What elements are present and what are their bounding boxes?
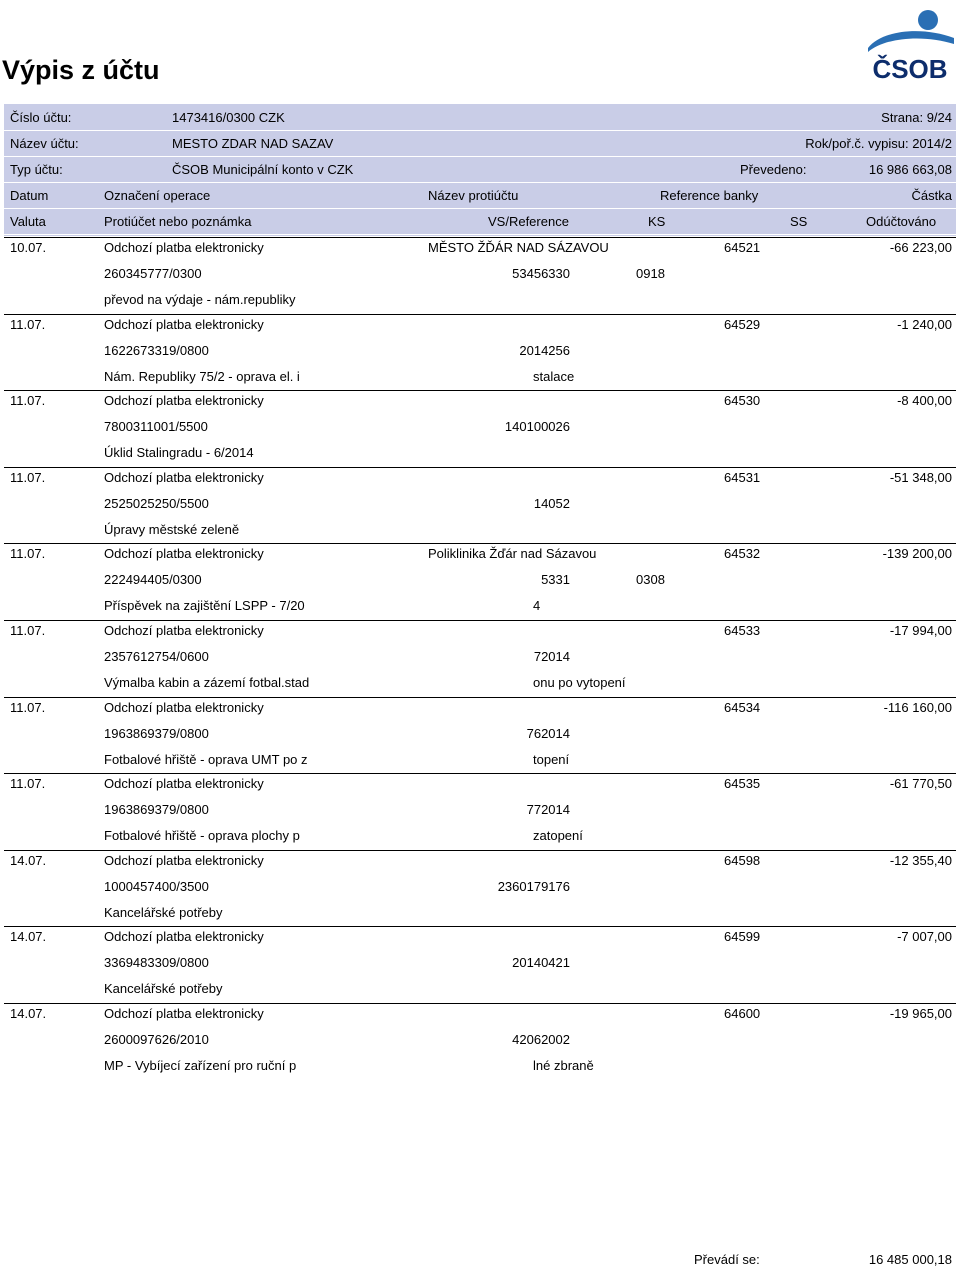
tx-date: 11.07.	[10, 623, 46, 638]
row-divider	[4, 1003, 956, 1004]
row-divider	[4, 390, 956, 391]
tx-note: Kancelářské potřeby	[104, 981, 223, 996]
tx-note-continued: lné zbraně	[533, 1058, 594, 1073]
tx-vs: 5331	[541, 572, 570, 587]
tx-operation: Odchozí platba elektronicky	[104, 776, 264, 791]
tx-note: Úklid Stalingradu - 6/2014	[104, 445, 254, 460]
tx-counter-account: 2525025250/5500	[104, 496, 209, 511]
tx-vs: 140100026	[504, 419, 570, 434]
tx-vs: 762014	[526, 726, 570, 741]
col-counterparty: Název protiúčtu	[428, 188, 519, 203]
tx-counter-account: 1000457400/3500	[104, 879, 209, 894]
tx-amount: -12 355,40	[889, 853, 952, 868]
col-counter-account: Protiúčet nebo poznámka	[104, 214, 252, 229]
tx-vs: 14052	[533, 496, 570, 511]
tx-date: 14.07.	[10, 1006, 47, 1021]
tx-amount: -19 965,00	[889, 1006, 952, 1021]
tx-counterparty: MĚSTO ŽĎÁR NAD SÁZAVOU	[428, 240, 609, 255]
tx-date: 10.07.	[10, 240, 47, 255]
tx-counter-account: 1622673319/0800	[104, 343, 209, 358]
tx-counter-account: 1963869379/0800	[104, 726, 209, 741]
tx-note: Úpravy městské zeleně	[104, 522, 240, 537]
account-number: 1473416/0300 CZK	[172, 110, 285, 125]
tx-date: 14.07.	[10, 929, 47, 944]
account-name-label: Název účtu:	[10, 136, 79, 151]
tx-bank-ref: 64533	[724, 623, 761, 638]
tx-note-continued: onu po vytopení	[533, 675, 626, 690]
carry-over-amount: 16 485 000,18	[868, 1252, 952, 1267]
row-divider	[4, 543, 956, 544]
tx-date: 11.07.	[10, 700, 46, 715]
tx-bank-ref: 64521	[724, 240, 761, 255]
tx-amount: -17 994,00	[889, 623, 952, 638]
tx-operation: Odchozí platba elektronicky	[104, 546, 264, 561]
tx-counter-account: 2357612754/0600	[104, 649, 209, 664]
transferred-label: Převedeno:	[740, 162, 807, 177]
col-posted: Odúčtováno	[866, 214, 937, 229]
tx-note-continued: 4	[533, 598, 541, 613]
row-divider	[4, 314, 956, 315]
col-amount: Částka	[911, 188, 952, 203]
header-divider	[4, 234, 956, 235]
tx-bank-ref: 64534	[724, 700, 761, 715]
year-sequence: Rok/poř.č. vypisu: 2014/2	[805, 136, 952, 151]
header-divider	[4, 182, 956, 183]
tx-date: 11.07.	[10, 776, 46, 791]
row-divider	[4, 850, 956, 851]
page-number: Strana: 9/24	[881, 110, 952, 125]
tx-date: 11.07.	[10, 470, 46, 485]
tx-bank-ref: 64529	[724, 317, 761, 332]
row-divider	[4, 773, 956, 774]
tx-operation: Odchozí platba elektronicky	[104, 853, 264, 868]
tx-amount: -51 348,00	[889, 470, 952, 485]
tx-amount: -116 160,00	[883, 700, 952, 715]
tx-bank-ref: 64598	[724, 853, 761, 868]
tx-operation: Odchozí platba elektronicky	[104, 393, 264, 408]
tx-amount: -8 400,00	[897, 393, 952, 408]
tx-amount: -1 240,00	[897, 317, 952, 332]
carry-over-label: Převádí se:	[694, 1252, 760, 1267]
tx-counter-account: 2600097626/2010	[104, 1032, 209, 1047]
row-divider	[4, 237, 956, 238]
header-divider	[4, 130, 956, 131]
tx-vs: 2360179176	[497, 879, 570, 894]
row-divider	[4, 697, 956, 698]
tx-vs: 772014	[526, 802, 570, 817]
tx-note-continued: zatopení	[533, 828, 583, 843]
tx-vs: 53456330	[512, 266, 570, 281]
tx-note: Nám. Republiky 75/2 - oprava el. i	[104, 369, 300, 384]
tx-note: Fotbalové hřiště - oprava plochy p	[104, 828, 300, 843]
tx-note: převod na výdaje - nám.republiky	[104, 292, 296, 307]
tx-operation: Odchozí platba elektronicky	[104, 240, 264, 255]
row-divider	[4, 620, 956, 621]
tx-vs: 42062002	[512, 1032, 570, 1047]
col-ss: SS	[790, 214, 808, 229]
tx-note: Fotbalové hřiště - oprava UMT po z	[104, 752, 308, 767]
tx-operation: Odchozí platba elektronicky	[104, 470, 264, 485]
col-value-date: Valuta	[10, 214, 46, 229]
tx-ks: 0918	[636, 266, 665, 281]
tx-note: Výmalba kabin a zázemí fotbal.stad	[104, 675, 310, 690]
tx-date: 11.07.	[10, 317, 46, 332]
account-name: MESTO ZDAR NAD SAZAV	[172, 136, 334, 151]
tx-operation: Odchozí platba elektronicky	[104, 623, 264, 638]
tx-bank-ref: 64599	[724, 929, 761, 944]
header-divider	[4, 208, 956, 209]
tx-amount: -7 007,00	[897, 929, 952, 944]
tx-operation: Odchozí platba elektronicky	[104, 929, 264, 944]
tx-operation: Odchozí platba elektronicky	[104, 1006, 264, 1021]
page-title: Výpis z účtu	[2, 55, 160, 85]
tx-operation: Odchozí platba elektronicky	[104, 317, 264, 332]
col-ks: KS	[648, 214, 666, 229]
tx-note: Příspěvek na zajištění LSPP - 7/20	[104, 598, 305, 613]
tx-counter-account: 222494405/0300	[104, 572, 202, 587]
col-operation: Označení operace	[104, 188, 211, 203]
tx-operation: Odchozí platba elektronicky	[104, 700, 264, 715]
tx-note: MP - Vybíjecí zařízení pro ruční p	[104, 1058, 297, 1073]
tx-date: 11.07.	[10, 546, 46, 561]
tx-date: 14.07.	[10, 853, 47, 868]
col-vs-ref: VS/Reference	[488, 214, 569, 229]
col-date: Datum	[10, 188, 49, 203]
tx-bank-ref: 64535	[724, 776, 761, 791]
tx-counter-account: 260345777/0300	[104, 266, 202, 281]
tx-date: 11.07.	[10, 393, 46, 408]
tx-bank-ref: 64530	[724, 393, 761, 408]
tx-counterparty: Poliklinika Žďár nad Sázavou	[428, 546, 597, 561]
account-type: ČSOB Municipální konto v CZK	[172, 162, 354, 177]
logo-text: ČSOB	[872, 54, 948, 84]
tx-ks: 0308	[636, 572, 665, 587]
tx-bank-ref: 64531	[724, 470, 761, 485]
tx-bank-ref: 64532	[724, 546, 761, 561]
tx-note: Kancelářské potřeby	[104, 905, 223, 920]
tx-vs: 2014256	[519, 343, 570, 358]
tx-vs: 20140421	[512, 955, 570, 970]
tx-bank-ref: 64600	[724, 1006, 761, 1021]
tx-note-continued: stalace	[533, 369, 575, 384]
tx-vs: 72014	[533, 649, 570, 664]
account-type-label: Typ účtu:	[10, 162, 63, 177]
account-number-label: Číslo účtu:	[10, 110, 72, 125]
header-divider	[4, 156, 956, 157]
tx-amount: -61 770,50	[889, 776, 952, 791]
tx-counter-account: 3369483309/0800	[104, 955, 209, 970]
row-divider	[4, 926, 956, 927]
tx-amount: -139 200,00	[882, 546, 952, 561]
tx-counter-account: 1963869379/0800	[104, 802, 209, 817]
col-bank-ref: Reference banky	[660, 188, 759, 203]
csob-logo	[862, 8, 958, 84]
tx-counter-account: 7800311001/5500	[104, 419, 208, 434]
transferred-amount: 16 986 663,08	[868, 162, 952, 177]
tx-note-continued: topení	[533, 752, 570, 767]
row-divider	[4, 467, 956, 468]
tx-amount: -66 223,00	[889, 240, 952, 255]
